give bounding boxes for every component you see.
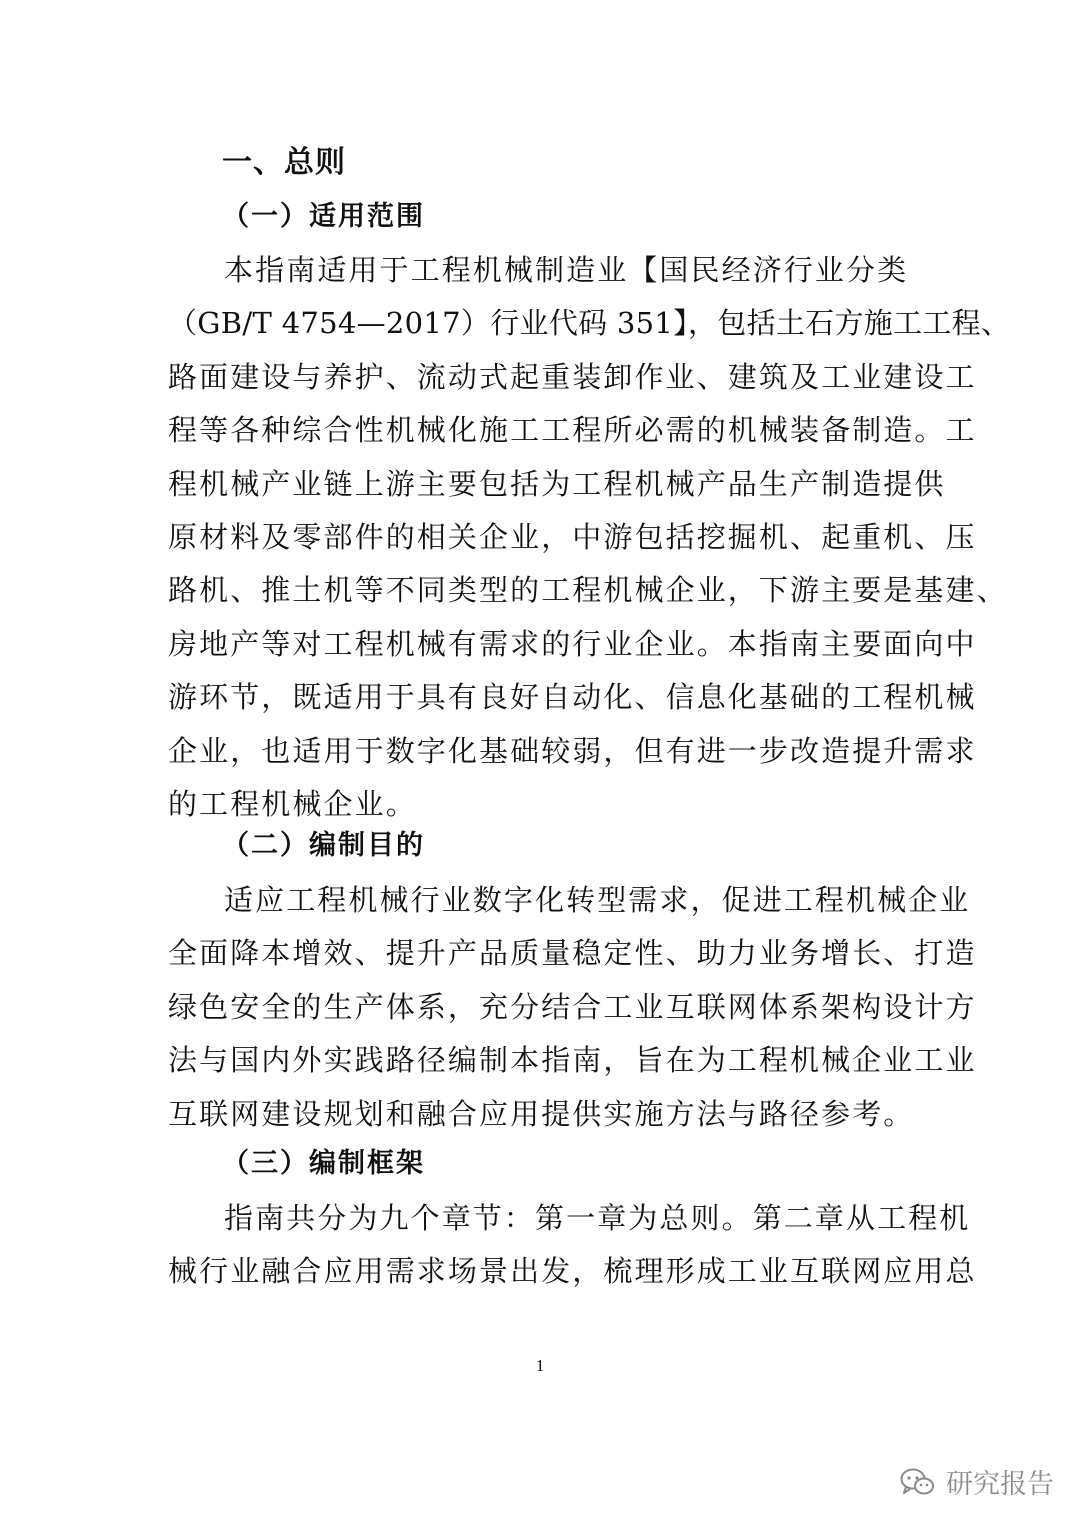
- subsection-title-purpose: （二）编制目的: [222, 830, 425, 861]
- paragraph-line: 企业，也适用于数字化基础较弱，但有进一步改造提升需求: [168, 733, 977, 768]
- paragraph-framework: [168, 1192, 977, 1299]
- paragraph-scope: [168, 244, 1011, 831]
- subsection-title-framework: （三）编制框架: [222, 1148, 425, 1179]
- paragraph-line: 械行业融合应用需求场景出发，梳理形成工业互联网应用总: [168, 1254, 977, 1289]
- paragraph-line: 的工程机械企业。: [168, 787, 417, 822]
- paragraph-line: 原材料及零部件的相关企业，中游包括挖掘机、起重机、压: [168, 520, 977, 555]
- wechat-icon: [900, 1467, 936, 1497]
- paragraph-line: 法与国内外实践路径编制本指南，旨在为工程机械企业工业: [168, 1043, 977, 1078]
- paragraph-line: 互联网建设规划和融合应用提供实施方法与路径参考。: [168, 1096, 915, 1131]
- page-number: 1: [535, 1356, 545, 1375]
- paragraph-line: 路面建设与养护、流动式起重装卸作业、建筑及工业建设工: [168, 359, 977, 394]
- paragraph-purpose: [168, 874, 977, 1141]
- paragraph-line: 绿色安全的生产体系，充分结合工业互联网体系架构设计方: [168, 989, 977, 1024]
- section-title: 一、总则: [222, 145, 346, 180]
- paragraph-line: 房地产等对工程机械有需求的行业企业。本指南主要面向中: [168, 626, 977, 661]
- paragraph-line: 本指南适用于工程机械制造业【国民经济行业分类: [224, 253, 909, 287]
- watermark-text: 研究报告: [946, 1469, 1054, 1500]
- paragraph-line: 游环节，既适用于具有良好自动化、信息化基础的工程机械: [168, 680, 977, 715]
- paragraph-line: 指南共分为九个章节：第一章为总则。第二章从工程机: [224, 1201, 971, 1235]
- paragraph-line: 全面降本增效、提升产品质量稳定性、助力业务增长、打造: [168, 936, 977, 971]
- watermark: [900, 1462, 1054, 1501]
- paragraph-line: 程机械产业链上游主要包括为工程机械产品生产制造提供: [168, 466, 946, 501]
- paragraph-line: 路机、推土机等不同类型的工程机械企业，下游主要是基建、: [168, 573, 1008, 608]
- subsection-title-scope: （一）适用范围: [222, 201, 425, 232]
- paragraph-line: （GB/T 4754—2017）行业代码 351】，包括土石方施工工程、: [168, 306, 1011, 341]
- paragraph-line: 适应工程机械行业数字化转型需求，促进工程机械企业: [224, 883, 971, 917]
- paragraph-line: 程等各种综合性机械化施工工程所必需的机械装备制造。工: [168, 413, 977, 448]
